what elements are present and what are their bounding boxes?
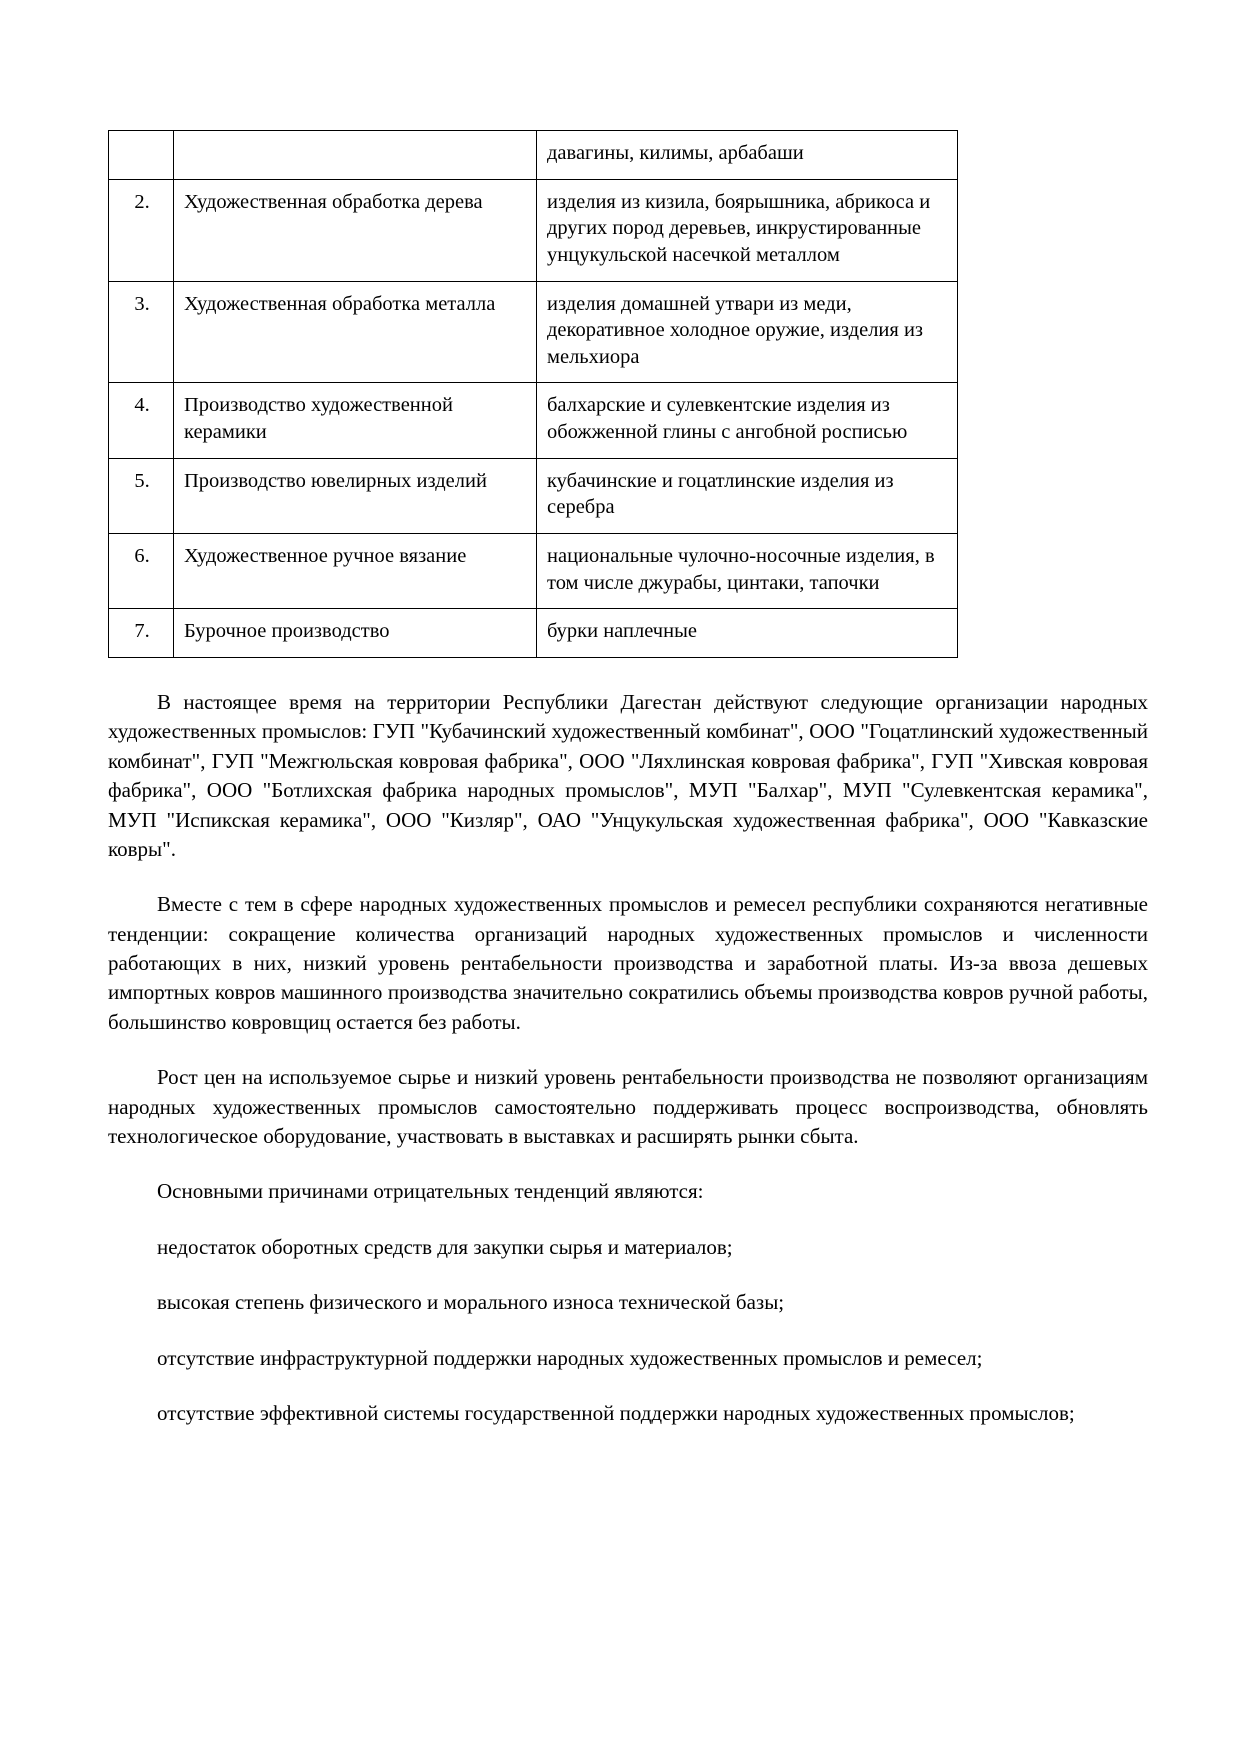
row-craft-products: национальные чулочно-носочные изделия, в том числе джурабы, цинтаки, тапочки [537,534,958,609]
row-craft-products: бурки наплечные [537,609,958,658]
table-row [109,179,958,281]
paragraph-organizations: В настоящее время на территории Республики Дагестан действуют следующие организации народных художественных промыслов: ГУП "Кубачинский художественный комбинат", ООО "Гоцатлинский художественный комбинат", ГУП "Межгюльская ковровая фабрика", ООО "Ляхлинская ковровая фабрика", ГУП "Хивская ковровая фабрика", ООО "Ботлихская фабрика народных промыслов", МУП "Балхар", МУП "Сулевкентская керамика", МУП "Испикская керамика", ООО "Кизляр", ОАО "Унцукульская художественная фабрика", ООО "Кавказские ковры". [108,689,1148,861]
row-craft-name: Художественная обработка дерева [174,179,537,281]
table-row [109,131,958,180]
paragraph-price-growth: Рост цен на используемое сырье и низкий уровень рентабельности производства не позволяют организациям народных художественных промыслов самостоятельно поддерживать процесс воспроизводства, обновлять технологическое оборудование, участвовать в выставках и расширять рынки сбыта. [108,1065,1148,1149]
cause-item: высокая степень физического и морального износа технической базы; [157,1290,785,1315]
row-craft-name [174,131,537,180]
table-row [109,458,958,533]
causes-lead-in: Основными причинами отрицательных тенденций являются: [157,1179,704,1204]
table-row [109,281,958,383]
body-text [108,688,1148,1428]
row-number [109,131,174,180]
crafts-table [108,130,958,658]
row-craft-products: давагины, килимы, арбабаши [537,131,958,180]
row-number: 5. [109,458,174,533]
row-craft-products: изделия домашней утвари из меди, декоративное холодное оружие, изделия из мельхиора [537,281,958,383]
table-row [109,534,958,609]
cause-item: отсутствие инфраструктурной поддержки народных художественных промыслов и ремесел; [157,1345,983,1370]
table-row [109,609,958,658]
row-craft-products: изделия из кизила, боярышника, абрикоса и других пород деревьев, инкрустированные унцукульской насечкой металлом [537,179,958,281]
cause-item: недостаток оборотных средств для закупки сырья и материалов; [157,1234,733,1259]
row-craft-name: Художественная обработка металла [174,281,537,383]
row-craft-products: кубачинские и гоцатлинские изделия из серебра [537,458,958,533]
row-craft-name: Бурочное производство [174,609,537,658]
crafts-table-body [109,131,958,658]
row-craft-name: Производство художественной керамики [174,383,537,458]
row-craft-products: балхарские и сулевкентские изделия из обожженной глины с ангобной росписью [537,383,958,458]
cause-item: отсутствие эффективной системы государственной поддержки народных художественных промыслов; [157,1401,1075,1425]
row-number: 2. [109,179,174,281]
row-number: 4. [109,383,174,458]
row-craft-name: Производство ювелирных изделий [174,458,537,533]
paragraph-negative-trends: Вместе с тем в сфере народных художественных промыслов и ремесел республики сохраняются негативные тенденции: сокращение количества организаций народных художественных промыслов и численности работающих в них, низкий уровень рентабельности производства и заработной платы. Из-за ввоза дешевых импортных ковров машинного производства значительно сократились объемы производства ковров ручной работы, большинство ковровщиц остается без работы. [108,892,1148,1034]
table-row [109,383,958,458]
row-craft-name: Художественное ручное вязание [174,534,537,609]
row-number: 7. [109,609,174,658]
row-number: 6. [109,534,174,609]
row-number: 3. [109,281,174,383]
